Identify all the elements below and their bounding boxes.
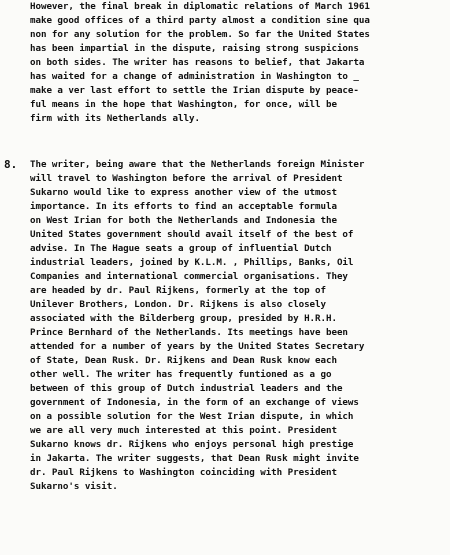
text-line: associated with the Bilderberg group, presided by H.R.H. <box>30 313 337 324</box>
text-line: ful means in the hope that Washington, for once, will be <box>30 99 337 110</box>
text-line: government of Indonesia, in the form of an exchange of views <box>30 397 359 408</box>
text-line: The writer, being aware that the Netherlands foreign Minister <box>30 159 365 170</box>
text-line: has been impartial in the dispute, raising strong suspicions <box>30 43 359 54</box>
text-line: advise. In The Hague seats a group of influential Dutch <box>30 243 332 254</box>
text-line: on a possible solution for the West Irian dispute, in which <box>30 411 354 422</box>
text-line: United States government should avail itself of the best of <box>30 229 354 240</box>
text-line: attended for a number of years by the United States Secretary <box>30 341 365 352</box>
text-line: make good offices of a third party almost a condition sine qua <box>30 15 370 26</box>
text-line: Sukarno knows dr. Rijkens who enjoys personal high prestige <box>30 439 354 450</box>
paragraph-number: 8. <box>4 158 18 171</box>
text-line: Unilever Brothers, London. Dr. Rijkens is also closely <box>30 299 326 310</box>
text-line: Companies and international commercial organisations. They <box>30 271 348 282</box>
text-line: Sukarno would like to express another view of the utmost <box>30 187 337 198</box>
text-line: firm with its Netherlands ally. <box>30 113 200 124</box>
text-line: Sukarno's visit. <box>30 481 118 492</box>
text-line: make a ver last effort to settle the Irian dispute by peace- <box>30 85 359 96</box>
text-line: of State, Dean Rusk. Dr. Rijkens and Dean Rusk know each <box>30 355 337 366</box>
text-line: will travel to Washington before the arrival of President <box>30 173 343 184</box>
text-line: has waited for a change of administration in Washington to _ <box>30 71 359 82</box>
text-line: on both sides. The writer has reasons to belief, that Jakarta <box>30 57 365 68</box>
text-line: on West Irian for both the Netherlands and Indonesia the <box>30 215 337 226</box>
text-line: are headed by dr. Paul Rijkens, formerly at the top of <box>30 285 326 296</box>
text-line: in Jakarta. The writer suggests, that Dean Rusk might invite <box>30 453 359 464</box>
text-line: we are all very much interested at this point. President <box>30 425 337 436</box>
text-line: importance. In its efforts to find an acceptable formula <box>30 201 337 212</box>
text-line: However, the final break in diplomatic relations of March 1961 <box>30 1 370 12</box>
text-line: Prince Bernhard of the Netherlands. Its meetings have been <box>30 327 348 338</box>
text-line: dr. Paul Rijkens to Washington coinciding with President <box>30 467 337 478</box>
text-line: between of this group of Dutch industrial leaders and the <box>30 383 343 394</box>
text-line: other well. The writer has frequently funtioned as a go <box>30 369 332 380</box>
text-line: non for any solution for the problem. So far the United States <box>30 29 370 40</box>
text-line: industrial leaders, joined by K.L.M. , Phillips, Banks, Oil <box>30 257 354 268</box>
